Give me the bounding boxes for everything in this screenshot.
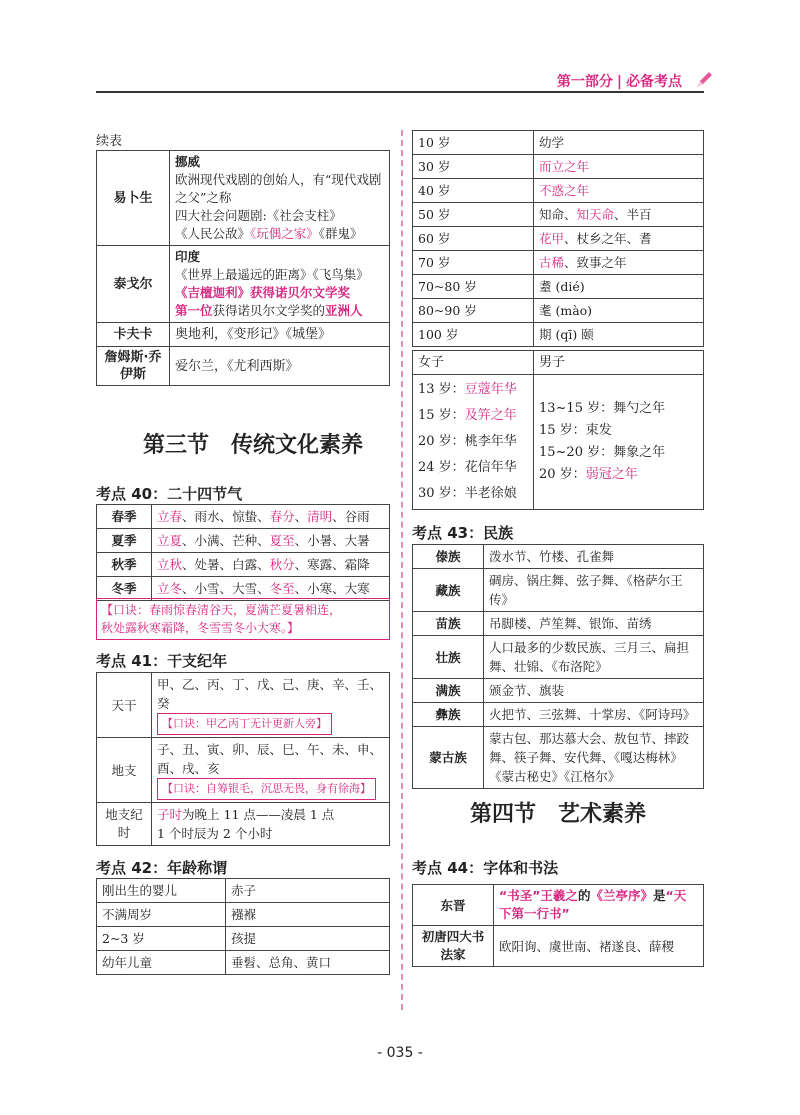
kp43-title: 考点 43：民族 bbox=[412, 524, 514, 542]
table-row: 不满周岁 襁褓 bbox=[97, 903, 390, 927]
table-row: 30 岁 而立之年 bbox=[413, 155, 704, 179]
table-row: 70~80 岁 耋 (dié) bbox=[413, 275, 704, 299]
table-row: 80~90 岁 耄 (mào) bbox=[413, 299, 704, 323]
solar-terms-table bbox=[96, 504, 390, 601]
table-row: 13 岁：豆蔻年华 15 岁：及笄之年 20 岁：桃李年华 24 岁：花信年华 30 岁：半老徐娘 13~15 岁：舞勺之年 15 岁：束发 15~20 岁：舞象之年 20 岁：弱冠之年 bbox=[413, 375, 704, 510]
table-row: 初唐四大书法家 欧阳询、虞世南、褚遂良、薛稷 bbox=[413, 926, 704, 967]
ganzhi-table bbox=[96, 672, 390, 846]
table-row: 50 岁 知命、知天命、半百 bbox=[413, 203, 704, 227]
table-row: 东晋 “书圣”王羲之的《兰亭序》是“天下第一行书” bbox=[413, 885, 704, 926]
table-row: 幼年儿童 垂髫、总角、黄口 bbox=[97, 951, 390, 975]
table-row: 泰戈尔 印度 《世界上最遥远的距离》《飞鸟集》 《吉檀迦利》获得诺贝尔文学奖 第一位获得诺贝尔文学奖的亚洲人 bbox=[97, 246, 390, 323]
table-row: 卡夫卡 奥地利，《变形记》《城堡》 bbox=[97, 323, 390, 347]
table-row: 冬季 立冬、小雪、大雪、冬至、小寒、大寒 bbox=[97, 577, 390, 601]
table-row: 詹姆斯·乔伊斯 爱尔兰，《尤利西斯》 bbox=[97, 347, 390, 386]
table-row: 彝族 火把节、三弦舞、十掌房、《阿诗玛》 bbox=[413, 703, 704, 727]
kp44-title: 考点 44：字体和书法 bbox=[412, 859, 559, 877]
continued-label: 续表 bbox=[96, 134, 123, 149]
section-4-title: 第四节 艺术素养 bbox=[470, 801, 647, 827]
page-number: - 035 - bbox=[377, 1045, 423, 1061]
table-row: 60 岁 花甲、杖乡之年、耆 bbox=[413, 227, 704, 251]
ethnic-table bbox=[412, 544, 704, 789]
table-row: 地支 子、丑、寅、卯、辰、巳、午、未、申、酉、戌、亥 【口诀：自筹银毛，沉思无畏，身有徐海】 bbox=[97, 738, 390, 803]
table-row: 刚出生的婴儿 赤子 bbox=[97, 879, 390, 903]
table-row: 70 岁 古稀、致事之年 bbox=[413, 251, 704, 275]
table-row: 藏族 碉房、锅庄舞、弦子舞、《格萨尔王传》 bbox=[413, 569, 704, 612]
ages-table-left bbox=[96, 878, 390, 975]
pencil-icon bbox=[694, 70, 714, 90]
writers-table bbox=[96, 150, 390, 386]
ages-table-right bbox=[412, 130, 704, 347]
table-row: 壮族 人口最多的少数民族、三月三、扁担舞、壮锦、《布洛陀》 bbox=[413, 636, 704, 679]
table-row: 满族 颁金节、旗装 bbox=[413, 679, 704, 703]
section-3-title: 第三节 传统文化素养 bbox=[143, 432, 364, 458]
mnemonic-box: 【口诀：春雨惊春清谷天，夏满芒夏暑相连， 秋处露秋寒霜降，冬雪雪冬小大寒。】 bbox=[96, 598, 390, 640]
gender-age-table bbox=[412, 350, 704, 510]
table-row: 蒙古族 蒙古包、那达慕大会、敖包节、摔跤舞、筷子舞、安代舞、《嘎达梅林》《蒙古秘史》《江格尔》 bbox=[413, 727, 704, 789]
table-row: 苗族 吊脚楼、芦笙舞、银饰、苗绣 bbox=[413, 612, 704, 636]
kp40-title: 考点 40：二十四节气 bbox=[96, 485, 243, 503]
table-row: 女子 男子 bbox=[413, 351, 704, 375]
header-part: 第一部分 | 必备考点 bbox=[556, 74, 682, 90]
calligraphy-table bbox=[412, 884, 704, 967]
table-row: 春季 立春、雨水、惊蛰、春分、清明、谷雨 bbox=[97, 505, 390, 529]
table-row: 40 岁 不惑之年 bbox=[413, 179, 704, 203]
table-row: 秋季 立秋、处暑、白露、秋分、寒露、霜降 bbox=[97, 553, 390, 577]
table-row: 夏季 立夏、小满、芒种、夏至、小暑、大暑 bbox=[97, 529, 390, 553]
column-divider bbox=[401, 130, 403, 1010]
table-row: 地支纪时 子时为晚上 11 点——凌晨 1 点 1 个时辰为 2 个小时 bbox=[97, 803, 390, 846]
header-rule bbox=[96, 91, 704, 93]
table-row: 10 岁 幼学 bbox=[413, 131, 704, 155]
table-row: 2~3 岁 孩提 bbox=[97, 927, 390, 951]
table-row: 傣族 泼水节、竹楼、孔雀舞 bbox=[413, 545, 704, 569]
table-row: 易卜生 挪威 欧洲现代戏剧的创始人，有“现代戏剧之父”之称 四大社会问题剧:《社会支柱》 《人民公敌》《玩偶之家》《群鬼》 bbox=[97, 151, 390, 246]
kp42-title: 考点 42：年龄称谓 bbox=[96, 859, 228, 877]
kp41-title: 考点 41：干支纪年 bbox=[96, 652, 228, 670]
table-row: 天干 甲、乙、丙、丁、戊、己、庚、辛、壬、癸 【口诀：甲乙丙丁无计更新人旁】 bbox=[97, 673, 390, 738]
table-row: 100 岁 期 (qī) 颐 bbox=[413, 323, 704, 347]
